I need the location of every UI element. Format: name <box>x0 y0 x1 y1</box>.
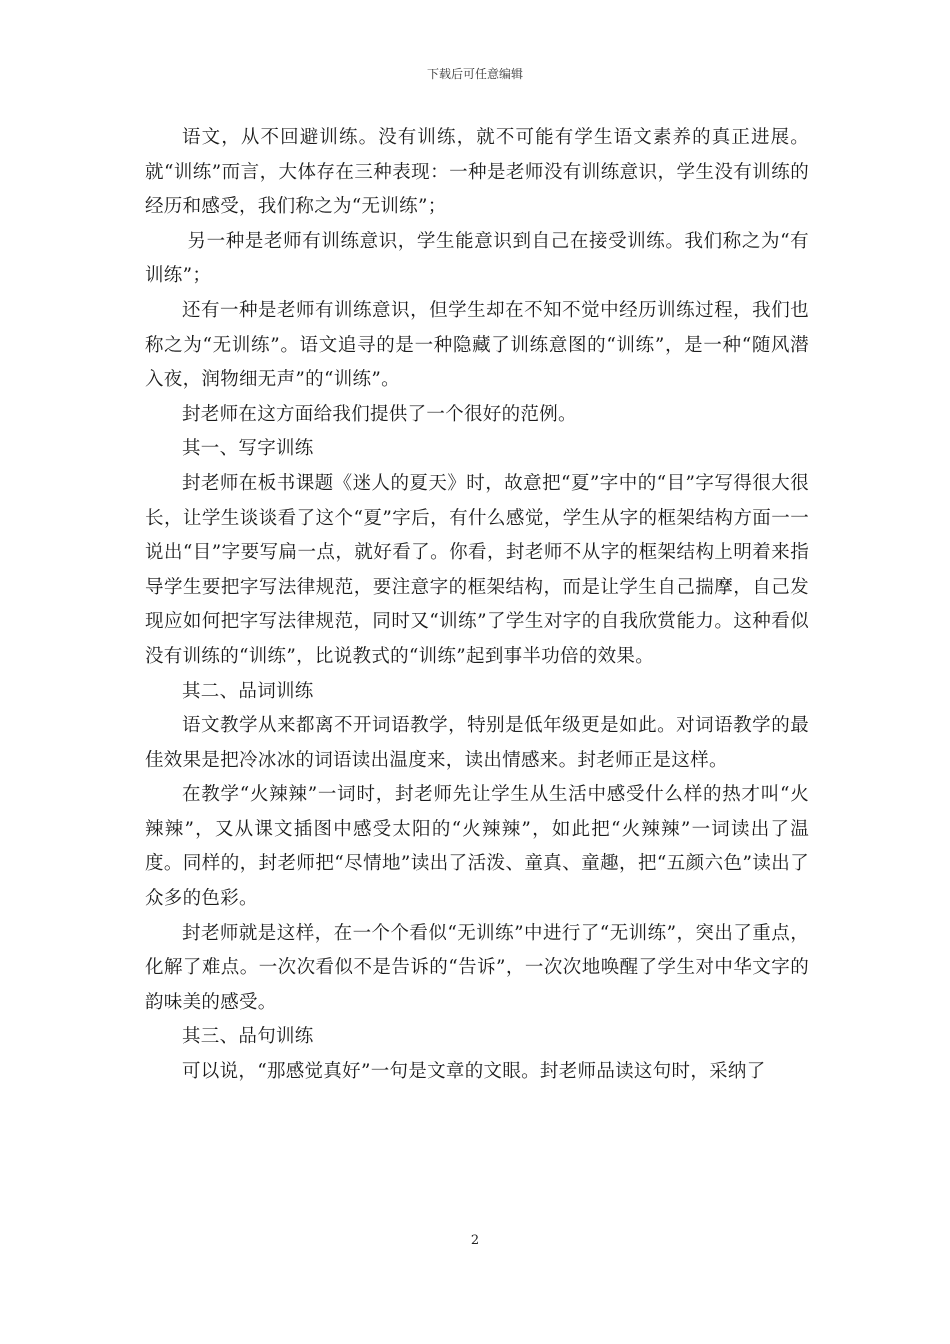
section-heading: 其二、品词训练 <box>182 680 314 702</box>
paragraph: 在教学“火辣辣”一词时，封老师先让学生从生活中感受什么样的热才叫“火辣辣”，又从课文插图中感受太阳的“火辣辣”，如此把“火辣辣”一词读出了温度。同样的，封老师把“尽情地”读出了活泼、童真、童趣，把“五颜六色”读出了众多的色彩。 <box>145 784 809 910</box>
paragraph: 封老师在板书课题《迷人的夏天》时，故意把“夏”字中的“目”字写得很大很长，让学生谈谈看了这个“夏”字后，有什么感觉，学生从字的框架结构方面一一说出“目”字要写扁一点，就好看了。你看，封老师不从字的框架结构上明着来指导学生要把字写法律规范，要注意字的框架结构，而是让学生自己揣摩，自己发现应如何把字写法律规范，同时又“训练”了学生对字的自我欣赏能力。这种看似没有训练的“训练”，比说教式的“训练”起到事半功倍的效果。 <box>145 472 809 667</box>
paragraph: 封老师就是这样，在一个个看似“无训练”中进行了“无训练”，突出了重点，化解了难点。一次次看似不是告诉的“告诉”，一次次地唤醒了学生对中华文字的韵味美的感受。 <box>145 922 809 1013</box>
document-body <box>145 121 809 1090</box>
section-heading: 其三、品句训练 <box>182 1026 314 1048</box>
paragraph: 可以说，“那感觉真好”一句是文章的文眼。封老师品读这句时，采纳了 <box>182 1061 766 1083</box>
paragraph: 语文，从不回避训练。没有训练，就不可能有学生语文素养的真正进展。就“训练”而言，大体存在三种表现：一种是老师没有训练意识，学生没有训练的经历和感受，我们称之为“无训练”； <box>145 127 809 218</box>
page-header: 下载后可任意编辑 <box>426 67 523 81</box>
paragraph: 语文教学从来都离不开词语教学，特别是低年级更是如此。对词语教学的最佳效果是把冷冰冰的词语读出温度来，读出情感来。封老师正是这样。 <box>145 715 809 771</box>
section-heading: 其一、写字训练 <box>182 438 314 460</box>
page-number: 2 <box>470 1233 480 1248</box>
paragraph: 封老师在这方面给我们提供了一个很好的范例。 <box>182 403 577 425</box>
paragraph: 还有一种是老师有训练意识，但学生却在不知不觉中经历训练过程，我们也称之为“无训练”。语文追寻的是一种隐藏了训练意图的“训练”，是一种“随风潜入夜，润物细无声”的“训练”。 <box>145 299 809 391</box>
paragraph: 另一种是老师有训练意识，学生能意识到自己在接受训练。我们称之为“有训练”； <box>145 230 809 287</box>
